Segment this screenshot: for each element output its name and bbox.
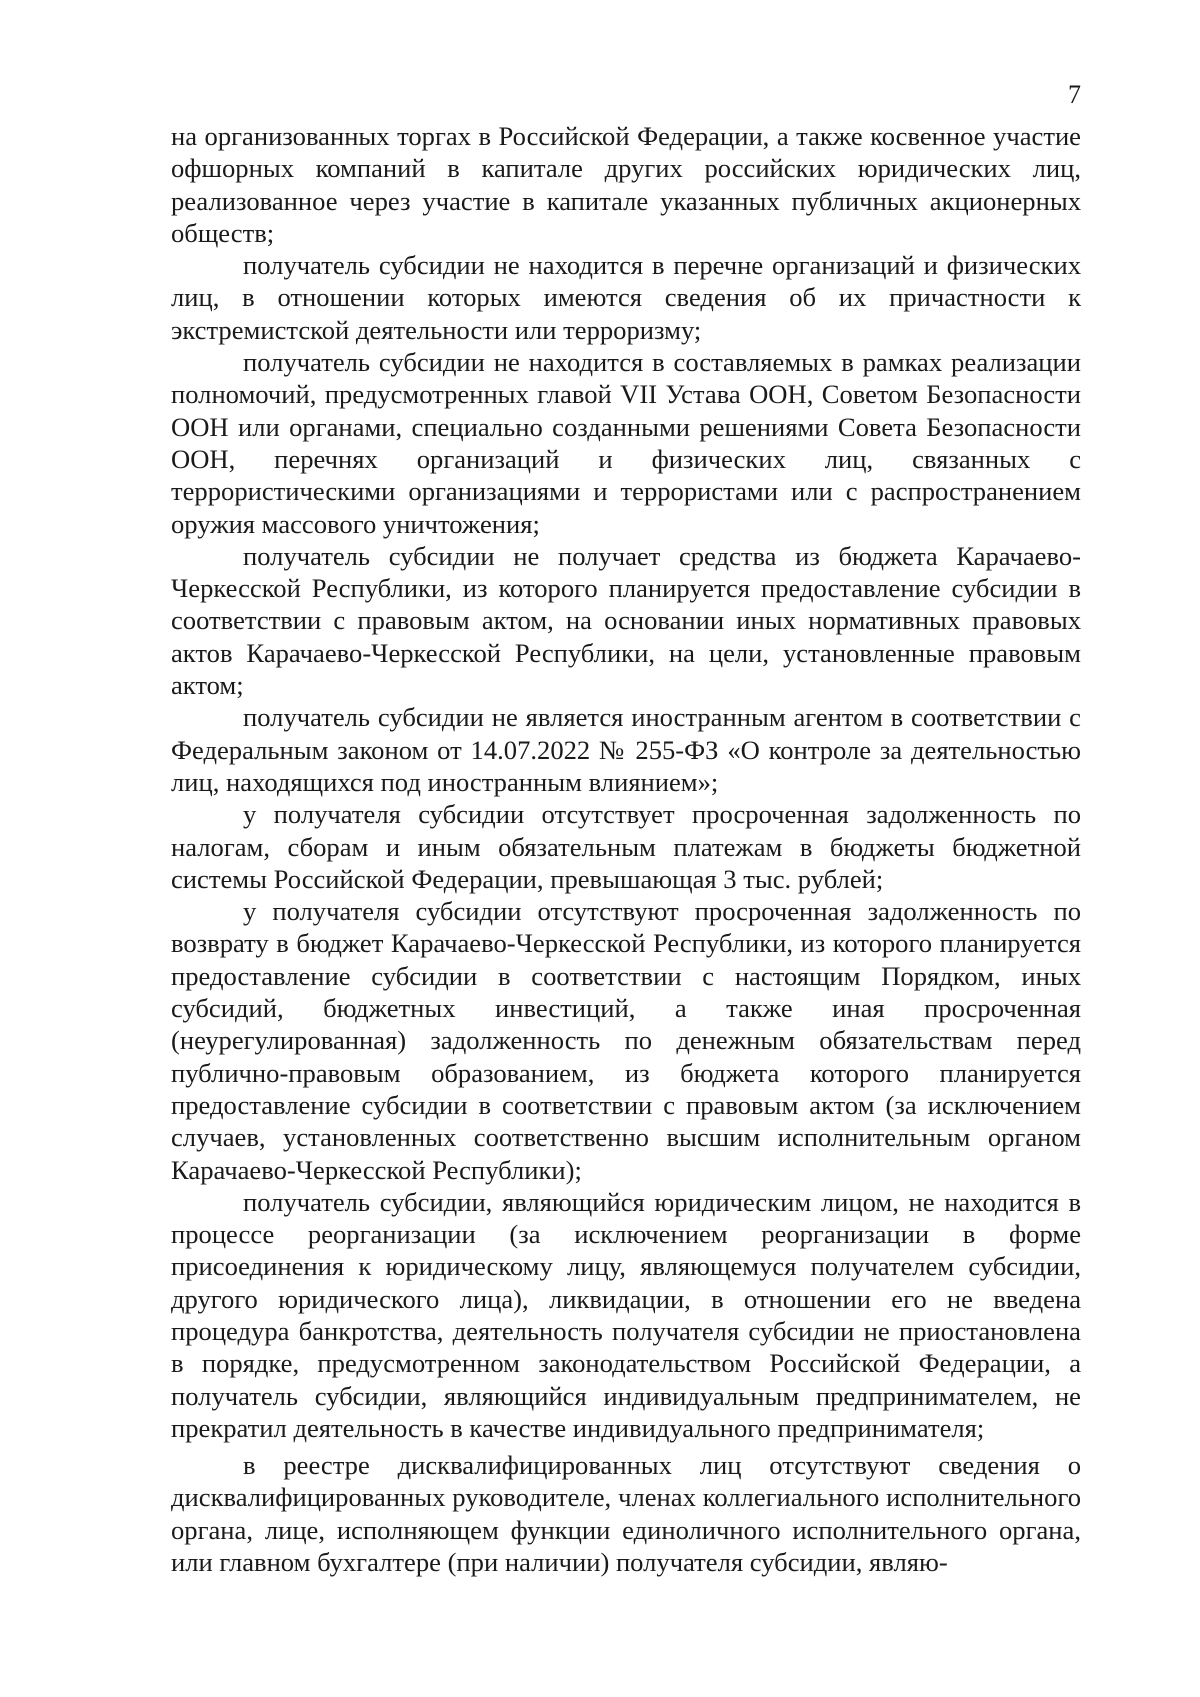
paragraph-foreign-agent: получатель субсидии не является иностранным агентом в соответствии с Федеральным законом от 14.07.2022 № 255-ФЗ «О контроле за деятельностью лиц, находящихся под иностранным влиянием»; (171, 702, 1081, 797)
page-number: 7 (1068, 80, 1081, 109)
paragraph-overdue-debt: у получателя субсидии отсутствуют просроченная задолженность по возврату в бюджет Карачаево-Черкесской Республики, из которого планируется предоставление субсидии в соответствии с настоящим Порядком, иных субсидий, бюджетных инвестиций, а также иная просроченная (неурегулированная) задолженность по денежным обязательствам перед публично-правовым образованием, из бюджета которого планируется предоставление субсидии в соответствии с правовым актом (за исключением случаев, установленных соответственно высшим исполнительным органом Карачаево-Черкесской Республики); (171, 896, 1081, 1185)
paragraph-reorganization: получатель субсидии, являющийся юридическим лицом, не находится в процессе реорганизации (за исключением реорганизации в форме присоединения к юридическому лицу, являющемуся получателем субсидии, другого юридического лица), ликвидации, в отношении его не введена процедура банкротства, деятельность получателя субсидии не приостановлена в порядке, предусмотренном законодательством Российской Федерации, а получатель субсидии, являющийся индивидуальным предпринимателем, не прекратил деятельность в качестве индивидуального предпринимателя; (171, 1186, 1081, 1443)
paragraph-disqualified-registry: в реестре дисквалифицированных лиц отсутствуют сведения о дисквалифицированных руководителе, членах коллегиального исполнительного органа, лице, исполняющем функции единоличного исполнительного органа, или главном бухгалтере (при наличии) получателя субсидии, являю- (171, 1450, 1081, 1578)
paragraph-continuation: на организованных торгах в Российской Федерации, а также косвенное участие офшорных компаний в капитале других российских юридических лиц, реализованное через участие в капитале указанных публичных акционерных обществ; (171, 121, 1081, 248)
paragraph-un-lists: получатель субсидии не находится в составляемых в рамках реализации полномочий, предусмотренных главой VII Устава ООН, Советом Безопасности ООН или органами, специально созданными решениями Совета Безопасности ООН, перечнях организаций и физических лиц, связанных с террористическими организациями и террористами или с распространением оружия массового уничтожения; (171, 347, 1081, 539)
document-body (171, 120, 1081, 1578)
paragraph-extremism-list: получатель субсидии не находится в перечне организаций и физических лиц, в отношении которых имеются сведения об их причастности к экстремистской деятельности или терроризму; (171, 250, 1081, 345)
paragraph-tax-debt: у получателя субсидии отсутствует просроченная задолженность по налогам, сборам и иным обязательным платежам в бюджеты бюджетной системы Российской Федерации, превышающая 3 тыс. рублей; (171, 799, 1081, 894)
paragraph-budget-funds: получатель субсидии не получает средства из бюджета Карачаево-Черкесской Республики, из которого планируется предоставление субсидии в соответствии с правовым актом, на основании иных нормативных правовых актов Карачаево-Черкесской Республики, на цели, установленные правовым актом; (171, 540, 1081, 701)
